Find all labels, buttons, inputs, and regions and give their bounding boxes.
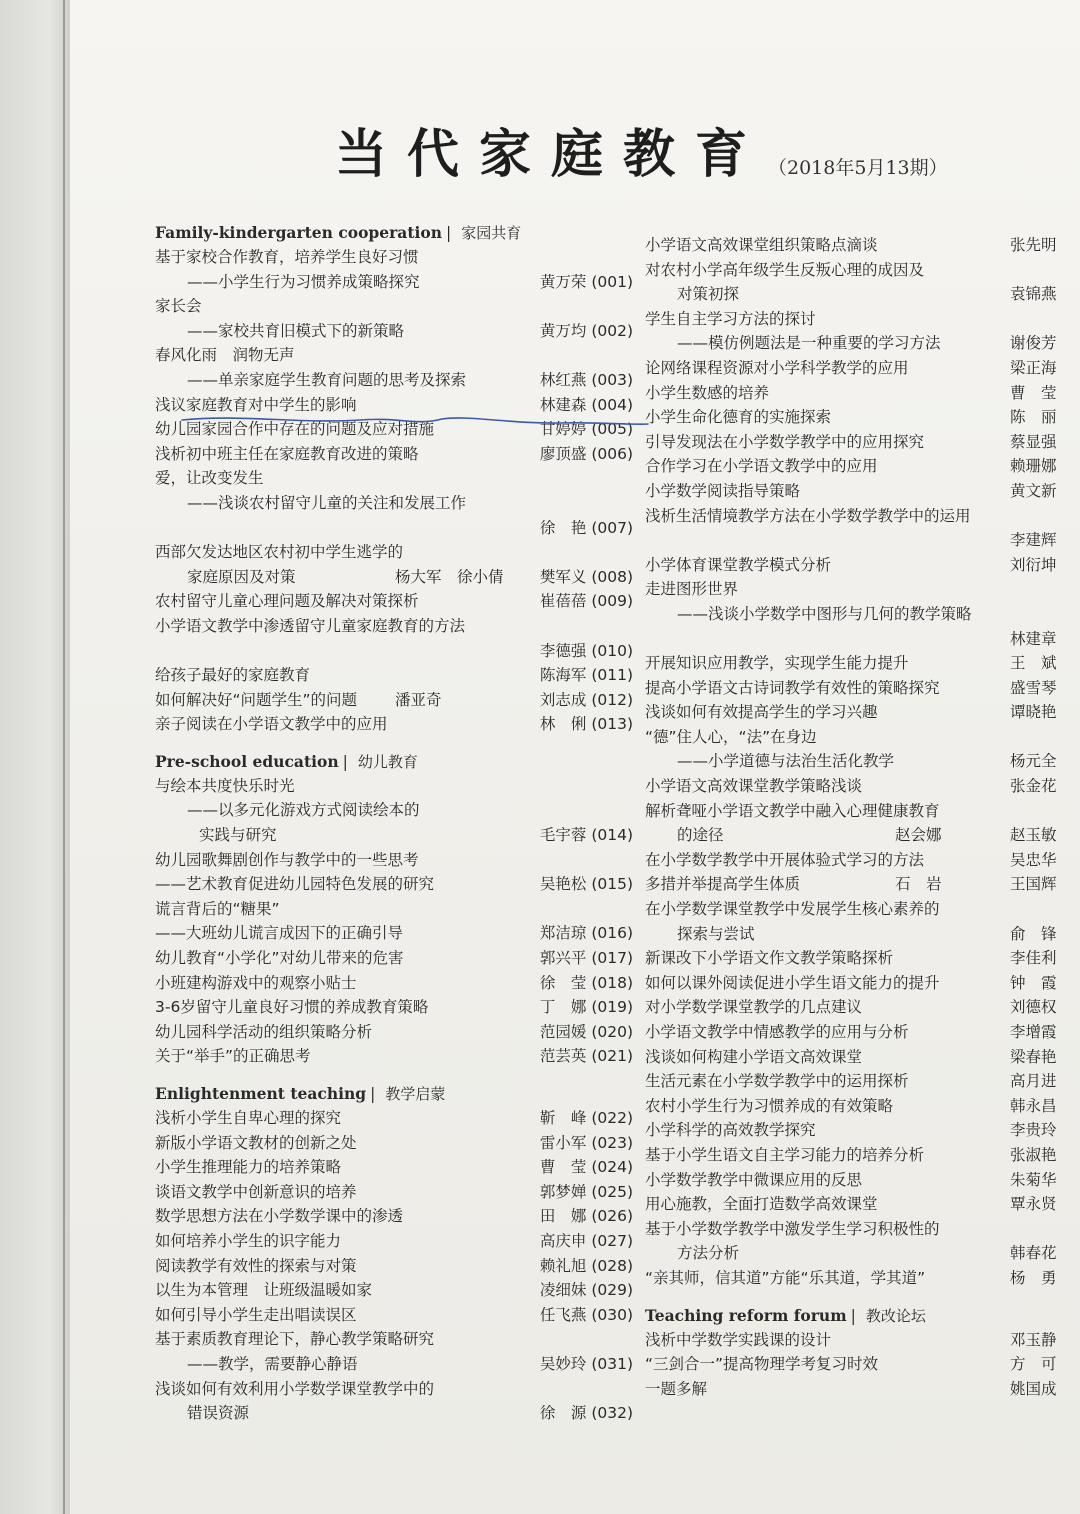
article-title: 小学生命化德育的实施探索 [645,408,832,427]
toc-entry[interactable] [645,676,1080,701]
section-header [155,1083,645,1104]
article-title: 幼儿教育“小学化”对幼儿带来的危害 [155,949,404,968]
article-author-page: 林建章 [1010,629,1057,648]
toc-entry[interactable] [645,1328,1080,1353]
article-title: 在小学数学教学中开展体验式学习的方法 [645,850,925,869]
toc-left-column [155,222,645,1426]
article-title: 的途径 [677,826,724,845]
toc-entry[interactable] [155,1401,645,1426]
article-title: 小学语文教学中情感教学的应用与分析 [645,1023,909,1041]
article-title: 基于小学数学教学中激发学生学习积极性的 [645,1219,940,1238]
article-title: ——小学道德与法治生活化教学 [677,752,895,771]
section-divider: | [446,224,452,242]
article-author-page: 赖珊娜 [1010,457,1057,476]
toc-entry[interactable] [645,774,1080,799]
section-header [155,222,645,243]
article-author-page: 郭兴平 (017) [539,949,633,968]
toc-entry[interactable] [645,577,1080,602]
co-author: 杨大军 徐小倩 [395,567,504,586]
toc-entry[interactable] [155,1303,645,1328]
article-author-page: 赵玉敏 [1010,826,1057,845]
section-title-en: Family-kindergarten cooperation [155,223,442,242]
article-title: 合作学习在小学语文教学中的应用 [645,457,878,476]
article-title: 如何解决好“问题学生”的问题 [155,690,358,709]
article-author-page: 袁锦燕 [1010,285,1057,304]
article-author-page: 李佳利 [1010,949,1057,968]
article-author-page: 杨 勇 [1010,1268,1057,1287]
toc-entry[interactable] [645,823,1080,848]
toc-entry[interactable] [155,1106,645,1131]
article-author-page: 黄万均 (002) [539,321,633,340]
article-title: 浅析初中班主任在家庭教育改进的策略 [155,444,419,463]
toc-entry[interactable] [645,651,1080,676]
toc-entry[interactable] [645,528,1080,553]
toc-entry[interactable] [645,1020,1080,1045]
toc-entry[interactable] [155,442,645,467]
section-header [155,751,645,772]
article-title: 基于小学生语文自主学习能力的培养分析 [645,1145,925,1164]
article-title: 小学语文高效课堂教学策略浅谈 [645,777,863,796]
article-author-page: 盛雪琴 [1010,678,1057,697]
article-title: ——单亲家庭学生教育问题的思考及探索 [187,370,467,389]
article-title: 数学思想方法在小学数学课中的渗透 [155,1207,404,1226]
article-title: 学生自主学习方法的探讨 [645,309,816,328]
co-author: 石 岩 [895,875,942,894]
toc-entry[interactable] [645,282,1080,307]
toc-entry[interactable] [155,565,645,590]
toc-entry[interactable] [645,995,1080,1020]
article-author-page: 范园媛 (020) [539,1022,633,1041]
article-author-page: 林 俐 (013) [539,715,633,734]
article-author-page: 雷小军 (023) [539,1133,633,1152]
toc-entry[interactable] [155,1278,645,1303]
article-title: ——教学，需要静心静语 [187,1354,358,1373]
toc-entry[interactable] [645,799,1080,824]
article-title: 小学数学教学中微课应用的反思 [645,1170,863,1189]
article-author-page: 任飞燕 (030) [539,1305,633,1324]
article-title: 阅读教学有效性的探索与对策 [155,1256,357,1275]
article-title: ——模仿例题法是一种重要的学习方法 [677,334,941,353]
article-title: 论网络课程资源对小学科学教学的应用 [645,358,909,377]
article-title: 小学语文教学中渗透留守儿童家庭教育的方法 [155,616,466,635]
article-author-page: 吴妙玲 (031) [539,1354,633,1373]
article-title: 基于家校合作教育，培养学生良好习惯 [155,248,419,266]
article-title: “德”住人心，“法”在身边 [645,727,817,746]
toc-entry[interactable] [155,774,645,799]
article-title: 幼儿园歌舞剧创作与教学中的一些思考 [155,850,419,869]
toc-right-column [645,233,1080,1401]
toc-entry[interactable] [155,823,645,848]
article-title: 提高小学语文古诗词教学有效性的策略探究 [645,678,940,697]
article-title: 给孩子最好的家庭教育 [155,666,311,685]
handwritten-underline [180,412,650,432]
article-title: 小学语文高效课堂组织策略点滴谈 [645,236,878,254]
co-author: 潘亚奇 [395,690,442,709]
section-title-cn: 家园共育 [461,224,522,242]
article-title: 小学体育课堂教学模式分析 [645,555,832,574]
article-author-page: 凌细妹 (029) [539,1281,633,1300]
toc-entry[interactable] [645,872,1080,897]
toc-entry[interactable] [645,331,1080,356]
toc-entry[interactable] [155,1180,645,1205]
article-author-page: 高庆申 (027) [539,1231,633,1250]
toc-entry[interactable] [645,700,1080,725]
toc-entry[interactable] [155,589,645,614]
toc-entry[interactable] [155,1155,645,1180]
article-author-page: 刘衍坤 [1010,555,1057,574]
article-title: 小学数学阅读指导策略 [645,481,801,500]
toc-entry[interactable] [155,319,645,344]
article-author-page: 吴艳松 (015) [539,875,633,894]
article-author-page: 钟 霞 [1010,973,1057,992]
article-author-page: 杨元全 [1010,752,1057,771]
article-title: 如何以课外阅读促进小学生语文能力的提升 [645,973,940,992]
article-title: 爱，让改变发生 [155,469,264,488]
article-title: “三剑合一”提高物理学考复习时效 [645,1355,879,1374]
article-author-page: 徐 源 (032) [539,1404,633,1423]
toc-entry[interactable] [155,368,645,393]
article-title: 小学生推理能力的培养策略 [155,1158,342,1177]
article-author-page: 韩春花 [1010,1244,1057,1263]
section-title-en: Enlightenment teaching [155,1084,367,1103]
section-title-en: Pre-school education [155,751,339,771]
article-title: 春风化雨 润物无声 [155,346,295,365]
article-title: ——浅谈小学数学中图形与几何的教学策略 [677,604,972,623]
article-title: 如何引导小学生走出唱读误区 [155,1305,357,1324]
article-author-page: 范芸英 (021) [539,1047,633,1066]
toc-entry[interactable] [155,614,645,639]
article-author-page: 谢俊芳 [1010,334,1057,353]
toc-entry[interactable] [645,749,1080,774]
toc-entry[interactable] [645,922,1080,947]
toc-entry[interactable] [155,1020,645,1045]
article-author-page: 覃永贤 [1010,1195,1057,1214]
toc-entry[interactable] [645,1094,1080,1119]
toc-entry[interactable] [645,258,1080,283]
article-author-page: 田 娜 (026) [539,1207,633,1226]
toc-entry[interactable] [155,294,645,319]
toc-entry[interactable] [155,872,645,897]
article-title: 家长会 [155,297,202,316]
toc-entry[interactable] [645,1069,1080,1094]
toc-entry[interactable] [645,848,1080,873]
article-title: ——浅谈农村留守儿童的关注和发展工作 [187,493,467,512]
toc-entry[interactable] [155,1229,645,1254]
toc-entry[interactable] [645,356,1080,381]
article-title: 引导发现法在小学数学教学中的应用探究 [645,432,925,451]
article-author-page: 甘婷婷 (005) [539,420,633,439]
article-title: 幼儿园家园合作中存在的问题及应对措施 [155,420,435,439]
article-author-page: 徐 艳 (007) [539,518,633,537]
article-title: 谈语文教学中创新意识的培养 [155,1182,357,1201]
fold-line [63,0,65,1514]
toc-entry[interactable] [645,454,1080,479]
toc-entry[interactable] [155,1377,645,1402]
toc-entry[interactable] [645,1266,1080,1291]
article-title: ——以多元化游戏方式阅读绘本的 [187,801,420,820]
section-divider: | [370,1085,376,1103]
article-author-page: 韩永昌 [1010,1096,1057,1115]
toc-entry[interactable] [645,1352,1080,1377]
section-title-cn: 教改论坛 [865,1306,926,1325]
article-author-page: 黄万荣 (001) [539,272,633,291]
article-title: 幼儿园科学活动的组织策略分析 [155,1022,373,1041]
article-title: 小班建构游戏中的观察小贴士 [155,973,357,992]
article-author-page: 毛宇蓉 (014) [539,826,633,845]
toc-entry[interactable] [645,430,1080,455]
article-author-page: 梁正海 [1010,358,1057,377]
article-author-page: 徐 莹 (018) [539,973,633,992]
section-header [645,1305,1080,1326]
toc-entry[interactable] [645,1118,1080,1143]
toc-entry[interactable] [155,1327,645,1352]
toc-entry[interactable] [645,946,1080,971]
toc-entry[interactable] [645,479,1080,504]
article-author-page: 黄文新 [1010,481,1057,500]
toc-entry[interactable] [155,971,645,996]
toc-entry[interactable] [645,307,1080,332]
article-author-page: 方 可 [1010,1355,1057,1374]
article-title: 浅析生活情境教学方法在小学数学教学中的运用 [645,506,971,525]
article-author-page: 高月进 [1010,1072,1057,1091]
article-title: ——艺术教育促进幼儿园特色发展的研究 [155,875,435,894]
article-title: 一题多解 [645,1379,708,1398]
article-author-page: 李建辉 [1010,531,1057,550]
toc-entry[interactable] [155,995,645,1020]
toc-entry[interactable] [155,343,645,368]
toc-entry[interactable] [155,921,645,946]
article-title: 开展知识应用教学，实现学生能力提升 [645,654,909,673]
magazine-title: 当代家庭教育 [335,125,768,185]
article-title: 谎言背后的“糖果” [155,899,280,918]
article-title: 浅析中学数学实践课的设计 [645,1330,832,1349]
article-author-page: 赖礼旭 (028) [539,1256,633,1275]
article-title: ——大班幼儿谎言成因下的正确引导 [155,924,404,943]
article-title: 在小学数学课堂教学中发展学生核心素养的 [645,900,940,919]
article-author-page: 樊军义 (008) [539,567,633,586]
toc-entry[interactable] [155,712,645,737]
toc-entry[interactable] [155,466,645,491]
article-title: “亲其师，信其道”方能“乐其道，学其道” [645,1268,926,1287]
co-author: 赵会娜 [895,826,942,845]
article-author-page: 蔡显强 [1010,432,1057,451]
article-title: 实践与研究 [199,826,277,845]
article-title: 对小学数学课堂教学的几点建议 [645,998,863,1017]
article-title: 新课改下小学语文作文教学策略探析 [645,949,894,968]
article-author-page: 梁春艳 [1010,1047,1057,1066]
article-author-page: 张金花 [1010,777,1057,796]
article-author-page: 张先明 [1010,236,1057,254]
article-title: 小学生数感的培养 [645,383,770,402]
article-author-page: 谭晓艳 [1010,703,1057,722]
article-title: 农村留守儿童心理问题及解决对策探析 [155,592,419,611]
article-author-page: 邓玉静 [1010,1330,1057,1349]
article-title: 浅析小学生自卑心理的探究 [155,1109,342,1127]
toc-entry[interactable] [645,504,1080,529]
article-author-page: 张淑艳 [1010,1145,1057,1164]
article-title: 新版小学语文教材的创新之处 [155,1133,357,1152]
article-title: 用心施教，全面打造数学高效课堂 [645,1195,878,1214]
article-author-page: 崔蓓蓓 (009) [539,592,633,611]
article-title: 生活元素在小学数学教学中的运用探析 [645,1072,909,1091]
article-author-page: 郑洁琼 (016) [539,924,633,943]
article-title: 农村小学生行为习惯养成的有效策略 [645,1096,894,1115]
article-author-page: 郭梦婵 (025) [539,1182,633,1201]
toc-entry[interactable] [645,381,1080,406]
article-title: 对策初探 [677,285,740,304]
toc-entry[interactable] [645,1377,1080,1402]
article-author-page: 李德强 (010) [539,641,633,660]
toc-entry[interactable] [155,639,645,664]
article-title: 关于“举手”的正确思考 [155,1047,311,1066]
toc-entry[interactable] [645,1241,1080,1266]
article-author-page: 李增霞 [1010,1023,1057,1041]
article-title: 探索与尝试 [677,924,755,943]
article-author-page: 曹 莹 (024) [539,1158,633,1177]
article-author-page: 俞 锋 [1010,924,1057,943]
toc-entry[interactable] [645,1217,1080,1242]
issue-number: （2018年5月13期） [768,157,948,179]
toc-entry[interactable] [155,491,645,516]
toc-entry[interactable] [155,1044,645,1069]
article-title: 解析聋哑小学语文教学中融入心理健康教育 [645,801,940,820]
toc-entry[interactable] [155,1352,645,1377]
toc-entry[interactable] [155,798,645,823]
article-title: 家庭原因及对策 [187,567,296,586]
article-title: 走进图形世界 [645,580,739,599]
toc-entry[interactable] [155,848,645,873]
article-author-page: 廖顶盛 (006) [539,444,633,463]
toc-entry[interactable] [155,516,645,541]
section-title-cn: 教学启蒙 [385,1085,446,1103]
section-divider: | [850,1306,856,1325]
paper-edge [0,0,70,1514]
toc-entry[interactable] [155,1131,645,1156]
toc-entry[interactable] [645,627,1080,652]
toc-entry[interactable] [645,1168,1080,1193]
toc-entry[interactable] [645,233,1080,258]
article-title: 以生为本管理 让班级温暖如家 [155,1281,373,1300]
section-title-cn: 幼儿教育 [357,752,418,771]
article-title: 浅谈如何构建小学语文高效课堂 [645,1047,863,1066]
article-title: ——家校共育旧模式下的新策略 [187,321,405,340]
article-author-page: 曹 莹 [1010,383,1057,402]
article-author-page: 陈 丽 [1010,408,1057,427]
toc-entry[interactable] [155,1204,645,1229]
article-title: 对农村小学高年级学生反叛心理的成因及 [645,260,925,279]
article-title: 基于素质教育理论下，静心教学策略研究 [155,1330,435,1349]
article-title: 错误资源 [187,1404,250,1423]
article-title: 方法分析 [677,1244,740,1263]
article-title: 小学科学的高效教学探究 [645,1121,816,1140]
toc-entry[interactable] [645,971,1080,996]
article-title: 浅谈如何有效利用小学数学课堂教学中的 [155,1379,435,1398]
toc-entry[interactable] [155,663,645,688]
article-author-page: 丁 娜 (019) [539,998,633,1017]
article-title: 3-6岁留守儿童良好习惯的养成教育策略 [155,998,429,1017]
article-title: 亲子阅读在小学语文教学中的应用 [155,715,388,734]
toc-entry[interactable] [155,688,645,713]
toc-entry[interactable] [155,270,645,295]
toc-entry[interactable] [645,1045,1080,1070]
toc-entry[interactable] [155,897,645,922]
article-author-page: 吴忠华 [1010,850,1057,869]
toc-entry[interactable] [155,946,645,971]
toc-entry[interactable] [155,1254,645,1279]
article-author-page: 朱菊华 [1010,1170,1057,1189]
toc-entry[interactable] [645,1143,1080,1168]
toc-entry[interactable] [155,245,645,270]
article-author-page: 王国辉 [1010,875,1057,894]
article-title: 多措并举提高学生体质 [645,875,801,894]
article-author-page: 李贵玲 [1010,1121,1057,1140]
toc-entry[interactable] [645,1192,1080,1217]
article-author-page: 林红燕 (003) [539,370,633,389]
section-title-en: Teaching reform forum [645,1305,847,1325]
article-title: 如何培养小学生的识字能力 [155,1231,342,1250]
article-author-page: 林建森 (004) [539,395,633,414]
section-divider: | [342,752,348,771]
article-author-page: 王 斌 [1010,654,1057,673]
article-title: 浅谈如何有效提高学生的学习兴趣 [645,703,878,722]
toc-entry[interactable] [645,897,1080,922]
article-author-page: 靳 峰 (022) [539,1109,633,1127]
article-author-page: 陈海军 (011) [539,666,633,685]
article-author-page: 姚国成 [1010,1379,1057,1398]
article-author-page: 刘志成 (012) [539,690,633,709]
toc-entry[interactable] [645,725,1080,750]
article-author-page: 刘德权 [1010,998,1057,1017]
toc-entry[interactable] [155,540,645,565]
toc-entry[interactable] [645,405,1080,430]
toc-entry[interactable] [645,602,1080,627]
toc-entry[interactable] [645,553,1080,578]
article-title: 西部欠发达地区农村初中学生逃学的 [155,543,404,562]
article-title: 浅议家庭教育对中学生的影响 [155,395,357,414]
article-title: 与绘本共度快乐时光 [155,776,295,795]
article-title: ——小学生行为习惯养成策略探究 [187,272,420,291]
